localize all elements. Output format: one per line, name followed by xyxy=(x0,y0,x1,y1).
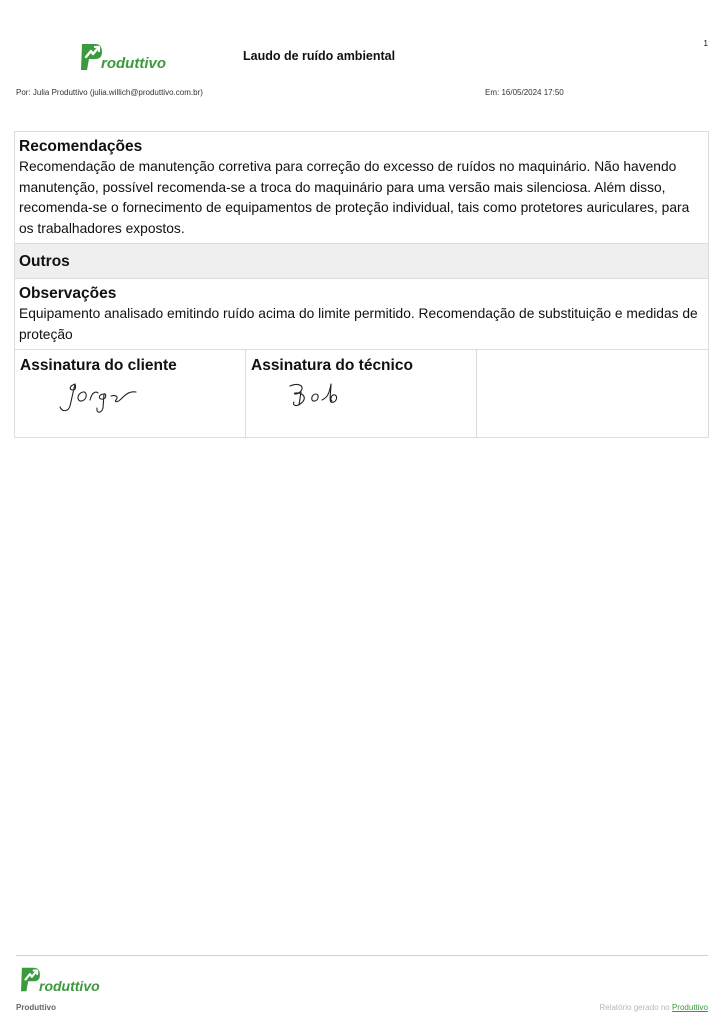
technician-signature-label: Assinatura do técnico xyxy=(251,357,413,374)
client-signature-label: Assinatura do cliente xyxy=(20,357,177,374)
observations-section xyxy=(15,279,708,350)
client-signature-image xyxy=(55,378,165,418)
empty-signature-cell xyxy=(477,350,708,437)
client-signature-cell xyxy=(15,350,246,437)
document-title: Laudo de ruído ambiental xyxy=(243,49,396,63)
logo-wordmark: roduttivo xyxy=(101,55,166,72)
others-title: Outros xyxy=(19,253,70,270)
footer-logo-wordmark: roduttivo xyxy=(39,978,100,994)
footer-produttivo-logo xyxy=(18,966,100,993)
others-section xyxy=(15,244,708,279)
observations-text: Equipamento analisado emitindo ruído acima do limite permitido. Recomendação de substituição e medidas de proteção xyxy=(19,306,698,342)
recommendations-text: Recomendação de manutenção corretiva para correção do excesso de ruídos no maquinário. Não havendo manutenção, possível recomenda-se a troca do maquinário para uma versão mais silenciosa. Além disso, recomenda-se o fornecimento de equipamentos de proteção individual, tais como protetores auriculares, para os trabalhadores expostos. xyxy=(19,159,690,236)
signatures-row xyxy=(15,350,708,437)
produttivo-logo xyxy=(78,42,166,72)
recommendations-section xyxy=(15,132,708,244)
report-date: Em: 16/05/2024 17:50 xyxy=(485,88,564,97)
technician-signature-cell xyxy=(246,350,477,437)
footer-produttivo-link[interactable]: Produttivo xyxy=(671,1003,708,1012)
observations-title: Observações xyxy=(19,285,117,302)
footer-brand-name: Produttivo xyxy=(16,1003,56,1012)
footer-generated-prefix: Relatório gerado no xyxy=(599,1003,670,1012)
report-author: Por: Julia Produttivo (julia.willich@produttivo.com.br) xyxy=(16,88,203,97)
report-body xyxy=(14,131,709,438)
footer-generated-note xyxy=(599,1003,708,1012)
recommendations-title: Recomendações xyxy=(19,138,143,155)
footer-divider xyxy=(16,955,708,956)
technician-signature-image xyxy=(286,378,376,418)
page-number: 1 xyxy=(703,39,708,48)
